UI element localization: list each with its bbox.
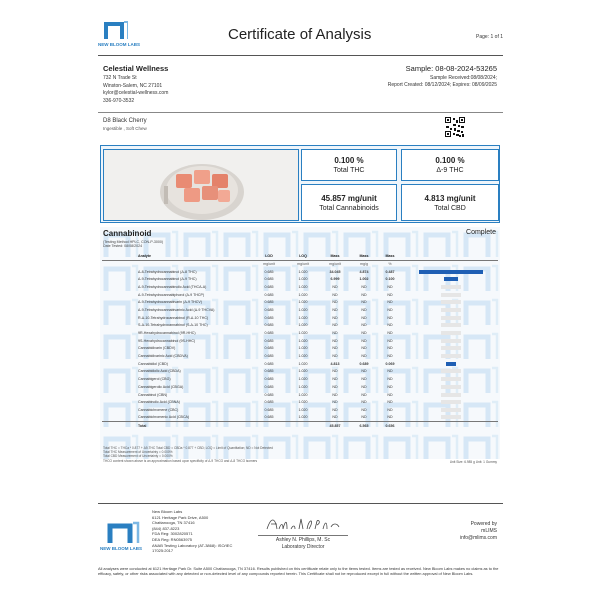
result-bar — [441, 354, 461, 358]
signer-block — [258, 537, 348, 550]
analyte-cell: Cannabidiolic Acid (CBDA) — [138, 369, 181, 374]
bar-cell — [402, 383, 498, 391]
lab-address-line: DEA Reg: RN0563975 — [152, 536, 193, 542]
lod-cell: 0.685 — [264, 331, 274, 336]
testing-method: (Testing Method HPLC, CON-P-3000) — [103, 240, 164, 244]
mass-unit-cell: ND — [332, 292, 338, 297]
unit-cell — [402, 260, 498, 268]
mass-pct-cell: ND — [387, 377, 393, 382]
loq-cell: 1.020 — [298, 415, 308, 420]
result-bar — [441, 293, 461, 297]
analyte-cell: Cannabichromene (CBC) — [138, 407, 179, 412]
mass-unit-cell: ND — [332, 323, 338, 328]
bar-cell — [402, 268, 498, 276]
lod-cell: 0.685 — [264, 284, 274, 289]
analyte-cell: Cannabichromenic Acid (CBCA) — [138, 415, 190, 420]
mass-g-cell: ND — [361, 284, 367, 289]
unit-cell: mg/unit — [329, 262, 341, 267]
col-mass-g: Mass — [350, 252, 378, 260]
client-address-line: Winston-Salem, NC 27101 — [103, 82, 163, 89]
mass-g-cell: ND — [361, 323, 367, 328]
lab-logo-icon — [100, 520, 144, 544]
mass-pct-cell: ND — [387, 400, 393, 405]
mass-unit-cell: ND — [332, 315, 338, 320]
mass-g-cell: 4.874 — [359, 269, 369, 274]
loq-cell: 1.020 — [298, 346, 308, 351]
total-cbd-card — [401, 184, 499, 221]
loq-cell: 1.020 — [298, 315, 308, 320]
mass-unit-cell: ND — [332, 377, 338, 382]
mass-pct-cell: ND — [387, 331, 393, 336]
analyte-cell: Cannabinolic Acid (CBNA) — [138, 400, 180, 405]
mass-g-cell: 1.002 — [359, 277, 369, 282]
header — [98, 18, 503, 56]
lod-cell: 0.685 — [264, 369, 274, 374]
table-row — [102, 368, 498, 376]
loq-cell: 1.020 — [298, 292, 308, 297]
loq-cell: 1.020 — [298, 354, 308, 359]
mass-pct-cell: ND — [387, 315, 393, 320]
result-bar — [444, 277, 458, 281]
unit-cell: mg/unit — [263, 262, 275, 267]
table-row — [102, 322, 498, 330]
analyte-cell: Cannabidivarin (CBDV) — [138, 346, 176, 351]
client-info — [103, 64, 168, 105]
bar-cell — [402, 283, 498, 291]
result-bar — [441, 316, 461, 320]
bar-cell — [402, 406, 498, 414]
table-row — [102, 406, 498, 414]
lod-cell: 0.685 — [264, 307, 274, 312]
mass-g-cell: ND — [361, 407, 367, 412]
blank-cell — [252, 421, 286, 429]
total-cbd-value: 4.813 mg/unit — [424, 194, 476, 203]
lod-cell: 0.685 — [264, 315, 274, 320]
blank-cell — [286, 421, 320, 429]
mass-g-cell: ND — [361, 369, 367, 374]
lab-logo-icon — [104, 20, 128, 40]
mass-g-cell: ND — [361, 354, 367, 359]
table-row — [102, 268, 498, 276]
mass-pct-cell: ND — [387, 307, 393, 312]
divider — [98, 112, 503, 113]
table-row — [102, 375, 498, 383]
lab-address-line: FDA Reg: 3002820571 — [152, 531, 193, 537]
loq-cell: 1.020 — [298, 361, 308, 366]
mass-unit-cell: 4.813 — [330, 361, 340, 366]
table-row — [102, 398, 498, 406]
qr-code-icon[interactable] — [444, 116, 466, 138]
total-cannabinoids-card — [301, 184, 397, 221]
loq-cell: 1.020 — [298, 284, 308, 289]
total-cannabinoids-label: Total Cannabinoids — [319, 205, 379, 212]
mass-pct-cell: ND — [387, 407, 393, 412]
note-line: Total THC Measurement of Uncertainty = 0.000% — [103, 450, 173, 455]
mass-unit-cell: ND — [332, 384, 338, 389]
lab-address-line: 6121 Heritage Park Drive, A500 — [152, 514, 209, 520]
calculation-notes — [103, 446, 273, 463]
client-phone: 336-970-3532 — [103, 97, 135, 104]
loq-cell: 1.020 — [298, 384, 308, 389]
table-row — [102, 345, 498, 353]
mass-g-cell: ND — [361, 400, 367, 405]
report-dates: Report Created: 08/12/2024; Expires: 08/09/2025 — [387, 82, 497, 89]
total-thc-label: Total THC — [333, 167, 365, 174]
gummies-jar-image — [104, 150, 299, 221]
lod-cell: 0.685 — [264, 400, 274, 405]
table-header-row — [102, 252, 498, 260]
loq-cell: 1.020 — [298, 407, 308, 412]
analyte-cell: Δ-9-Tetrahydrocannabivarinic Acid (Δ-9 THCVA) — [138, 307, 215, 312]
unit-cell: % — [388, 262, 392, 267]
total-row — [102, 421, 498, 429]
units-row — [102, 260, 498, 268]
mass-pct-cell: 0.487 — [385, 269, 395, 274]
mass-g-cell: 0.689 — [359, 361, 369, 366]
results-table — [102, 252, 498, 429]
mass-unit-cell: ND — [332, 284, 338, 289]
mass-g-cell: ND — [361, 415, 367, 420]
result-bar — [441, 339, 461, 343]
mass-pct-cell: ND — [387, 300, 393, 305]
analyte-cell: R-Δ-10-Tetrahydrocannabinol (R-Δ-10 THC) — [138, 315, 209, 320]
d9-thc-card — [401, 149, 499, 181]
client-name: Celestial Wellness — [103, 64, 169, 73]
signer-name: Ashley N. Phillips, M. Sc — [275, 537, 331, 543]
product-name: D8 Black Cherry — [103, 118, 147, 124]
analyte-cell: 9R-Hexahydrocannabinol (9R-HHC) — [138, 331, 196, 336]
unit-cell: mg/g — [360, 262, 368, 267]
table-row — [102, 291, 498, 299]
analyte-cell: 9S-Hexahydrocannabinol (9S-HHC) — [138, 338, 196, 343]
mass-unit-cell: ND — [332, 300, 338, 305]
result-bar — [441, 408, 461, 412]
lod-cell: 0.685 — [264, 407, 274, 412]
mass-pct-cell: ND — [387, 415, 393, 420]
lod-cell: 0.685 — [264, 277, 274, 282]
mass-pct-cell: ND — [387, 284, 393, 289]
loq-cell: 1.020 — [298, 277, 308, 282]
table-row — [102, 298, 498, 306]
lod-cell: 0.685 — [264, 269, 274, 274]
mass-g-cell: ND — [361, 300, 367, 305]
bar-cell — [402, 391, 498, 399]
cannabinoid-title: Cannabinoid — [103, 229, 152, 238]
bar-cell — [402, 306, 498, 314]
mass-unit-cell: ND — [332, 331, 338, 336]
lab-address-line: (844) 837-8223 — [152, 525, 180, 531]
mass-unit-cell: ND — [332, 400, 338, 405]
mass-g-cell: ND — [361, 307, 367, 312]
analyte-cell: Cannabigerolic Acid (CBGA) — [138, 384, 184, 389]
total-label: Total — [102, 421, 252, 429]
col-mass-unit: Mass — [320, 252, 350, 260]
lod-cell: 0.685 — [264, 377, 274, 382]
result-bar — [446, 362, 455, 366]
bar-cell — [402, 329, 498, 337]
mass-unit-cell: ND — [332, 354, 338, 359]
result-bar — [441, 415, 461, 419]
mass-pct-cell: 0.069 — [385, 361, 395, 366]
loq-cell: 1.020 — [298, 323, 308, 328]
mass-g-cell: ND — [361, 384, 367, 389]
result-bar — [441, 285, 461, 289]
mass-g-cell: ND — [361, 331, 367, 336]
lod-cell: 0.685 — [264, 300, 274, 305]
mass-unit-cell: ND — [332, 338, 338, 343]
bar-cell — [402, 352, 498, 360]
lod-cell: 0.685 — [264, 292, 274, 297]
powered-by-email[interactable]: info@mlims.com — [459, 535, 497, 542]
cannabinoid-section — [100, 227, 500, 459]
note-line: Total CBD Measurement of Uncertainty = 0.000% — [103, 454, 173, 459]
mass-pct-cell: ND — [387, 338, 393, 343]
col-mass-pct: Mass — [378, 252, 402, 260]
note-line: THCO content shown above is an approximation based upon specificity of Δ-9 THCO and Δ-8 THCO isomers — [103, 458, 258, 463]
sample-id: Sample: 08-08-2024-53265 — [405, 64, 497, 73]
mass-g-cell: ND — [361, 377, 367, 382]
summary-panel — [100, 145, 500, 223]
mass-pct-cell: 0.100 — [385, 277, 395, 282]
lod-cell: 0.685 — [264, 392, 274, 397]
signature — [265, 515, 343, 533]
blank-cell — [402, 421, 498, 429]
table-row — [102, 306, 498, 314]
col-bar — [402, 252, 498, 260]
date-tested: Date Tested: 08/08/2024 — [103, 244, 143, 249]
bar-cell — [402, 414, 498, 422]
mass-pct-cell: ND — [387, 346, 393, 351]
signature-line — [258, 535, 348, 536]
analyte-cell: Δ-9-Tetrahydrocannabivarin (Δ-9 THCV) — [138, 300, 202, 305]
lab-address — [152, 509, 232, 554]
table-row — [102, 337, 498, 345]
loq-cell: 1.020 — [298, 331, 308, 336]
total-mass-g: 6.565 — [350, 421, 378, 429]
mass-pct-cell: ND — [387, 369, 393, 374]
table-row — [102, 414, 498, 422]
lab-logo-text: NEW BLOOM LABS — [100, 546, 142, 551]
bar-cell — [402, 368, 498, 376]
table-row — [102, 383, 498, 391]
analyte-cell: Δ-9-Tetrahydrocannabiphorol (Δ-9 THCP) — [138, 292, 205, 297]
total-mass-pct: 0.656 — [378, 421, 402, 429]
page-title: Certificate of Analysis — [228, 26, 372, 43]
lab-address-line: ANAB Testing Laboratory (AT-3868): ISO/IEC — [152, 542, 233, 548]
table-row — [102, 352, 498, 360]
lod-cell: 0.685 — [264, 338, 274, 343]
result-bar — [441, 400, 461, 404]
client-address-line: 732 N Trade St — [103, 75, 137, 81]
lab-address-line: 17025:2017 — [152, 548, 174, 554]
powered-by-label: Powered by — [470, 521, 497, 527]
mass-unit-cell: ND — [332, 346, 338, 351]
mass-g-cell: ND — [361, 315, 367, 320]
loq-cell: 1.020 — [298, 269, 308, 274]
divider — [98, 503, 503, 504]
mass-g-cell: ND — [361, 338, 367, 343]
loq-cell: 1.020 — [298, 377, 308, 382]
total-mass-unit: 45.857 — [320, 421, 350, 429]
table-row — [102, 360, 498, 368]
analyte-cell: Cannabidivarinic Acid (CBDVA) — [138, 354, 188, 359]
bar-cell — [402, 375, 498, 383]
table-row — [102, 275, 498, 283]
loq-cell: 1.020 — [298, 369, 308, 374]
mass-pct-cell: ND — [387, 354, 393, 359]
client-email: kylor@celestial-wellness.com — [103, 90, 169, 97]
lod-cell: 0.685 — [264, 346, 274, 351]
table-row — [102, 283, 498, 291]
d9-thc-value: 0.100 % — [435, 156, 465, 165]
analyte-cell: Δ-9-Tetrahydrocannabinol (Δ-9 THC) — [138, 277, 197, 282]
unit-cell: mg/unit — [297, 262, 309, 267]
result-bar — [441, 331, 461, 335]
col-analyte: Analyte — [102, 252, 252, 260]
disclaimer: All analyses were conducted at 6121 Heritage Park Dr. Suite A500 Chattanooga, TN 37416. Results published on this certificate relate only to the items tested. Items are tested as received. New Bloom Labs makes no claims as to the efficacy, safety, or other risks associated with any detected or non-detected level of any compounds reported herein. This Certificate shall not be reproduced except in full without the written approval of New Bloom Labs. — [98, 566, 499, 577]
unit-cell — [102, 260, 252, 268]
mass-pct-cell: ND — [387, 384, 393, 389]
mass-unit-cell: ND — [332, 407, 338, 412]
page-number: Page: 1 of 1 — [476, 34, 503, 40]
bar-cell — [402, 291, 498, 299]
mass-pct-cell: ND — [387, 392, 393, 397]
product-type: Ingestible , Soft Chew — [103, 126, 147, 131]
bar-cell — [402, 275, 498, 283]
result-bar — [441, 323, 461, 327]
mass-unit-cell: ND — [332, 392, 338, 397]
product-info — [103, 118, 147, 131]
result-bar — [441, 377, 461, 381]
mass-pct-cell: ND — [387, 292, 393, 297]
analyte-cell: Cannabigerol (CBG) — [138, 377, 171, 382]
mass-unit-cell: 6.999 — [330, 277, 340, 282]
note-line: Total THC = THCa * 0.877 + Δ9-THC Total CBD = CBDa * 0.877 + CBD; LOQ = Limit of Quantitation; ND = Not Detected — [103, 446, 273, 450]
lab-logo — [98, 20, 142, 54]
mass-unit-cell: ND — [332, 307, 338, 312]
lab-address-line: New Bloom Labs — [152, 509, 183, 514]
product-photo — [103, 149, 299, 221]
total-thc-value: 0.100 % — [334, 156, 364, 165]
mass-unit-cell: ND — [332, 415, 338, 420]
lab-footer-logo — [100, 520, 144, 554]
bar-cell — [402, 398, 498, 406]
result-bar — [441, 300, 461, 304]
powered-by — [460, 521, 497, 543]
mass-pct-cell: ND — [387, 323, 393, 328]
table-row — [102, 314, 498, 322]
lab-logo-text: NEW BLOOM LABS — [98, 42, 140, 47]
lod-cell: 0.685 — [264, 384, 274, 389]
loq-cell: 1.020 — [298, 392, 308, 397]
result-bar — [441, 346, 461, 350]
mass-g-cell: ND — [361, 346, 367, 351]
result-bar — [441, 308, 461, 312]
lod-cell: 0.685 — [264, 323, 274, 328]
table-row — [102, 391, 498, 399]
loq-cell: 1.020 — [298, 400, 308, 405]
analyte-cell: Cannabinol (CBN) — [138, 392, 168, 397]
sample-received: Sample Received:08/08/2024; — [430, 75, 497, 81]
total-cbd-label: Total CBD — [434, 205, 466, 212]
lod-cell: 0.685 — [264, 415, 274, 420]
bar-cell — [402, 314, 498, 322]
cannabinoid-meta — [103, 240, 163, 249]
signer-title: Laboratory Director — [281, 543, 325, 550]
sample-info — [388, 64, 497, 90]
lab-address-line: Chattanooga, TN 37416 — [152, 520, 195, 526]
result-bar — [441, 393, 461, 397]
mass-unit-cell: ND — [332, 369, 338, 374]
bar-cell — [402, 298, 498, 306]
result-bar — [441, 369, 461, 373]
bar-cell — [402, 337, 498, 345]
mass-unit-cell: 34.045 — [329, 269, 341, 274]
total-cannabinoids-value: 45.857 mg/unit — [321, 194, 377, 203]
analyte-cell: Cannabidiol (CBD) — [138, 361, 168, 366]
loq-cell: 1.020 — [298, 300, 308, 305]
bar-cell — [402, 322, 498, 330]
powered-by-name: mLIMS — [481, 528, 497, 535]
result-bar — [419, 270, 483, 274]
lod-cell: 0.685 — [264, 354, 274, 359]
loq-cell: 1.020 — [298, 307, 308, 312]
bar-cell — [402, 345, 498, 353]
d9-thc-label: Δ-9 THC — [436, 167, 464, 174]
cannabinoid-status: Complete — [466, 229, 496, 236]
lod-cell: 0.685 — [264, 361, 274, 366]
mass-g-cell: ND — [361, 392, 367, 397]
result-bar — [441, 385, 461, 389]
table-row — [102, 329, 498, 337]
analyte-cell: Δ-9-Tetrahydrocannabinolic Acid (THCA-A) — [138, 284, 207, 289]
col-lod: LOD — [252, 252, 286, 260]
analyte-cell: S-Δ-10-Tetrahydrocannabinol (S-Δ-10 THC) — [138, 323, 208, 328]
bar-cell — [402, 360, 498, 368]
unit-size: Unit Size: 6.985 g Unit: 1 Gummy — [449, 460, 497, 464]
mass-g-cell: ND — [361, 292, 367, 297]
total-thc-card — [301, 149, 397, 181]
col-loq: LOQ — [286, 252, 320, 260]
loq-cell: 1.020 — [298, 338, 308, 343]
analyte-cell: Δ-8-Tetrahydrocannabinol (Δ-8 THC) — [138, 269, 197, 274]
